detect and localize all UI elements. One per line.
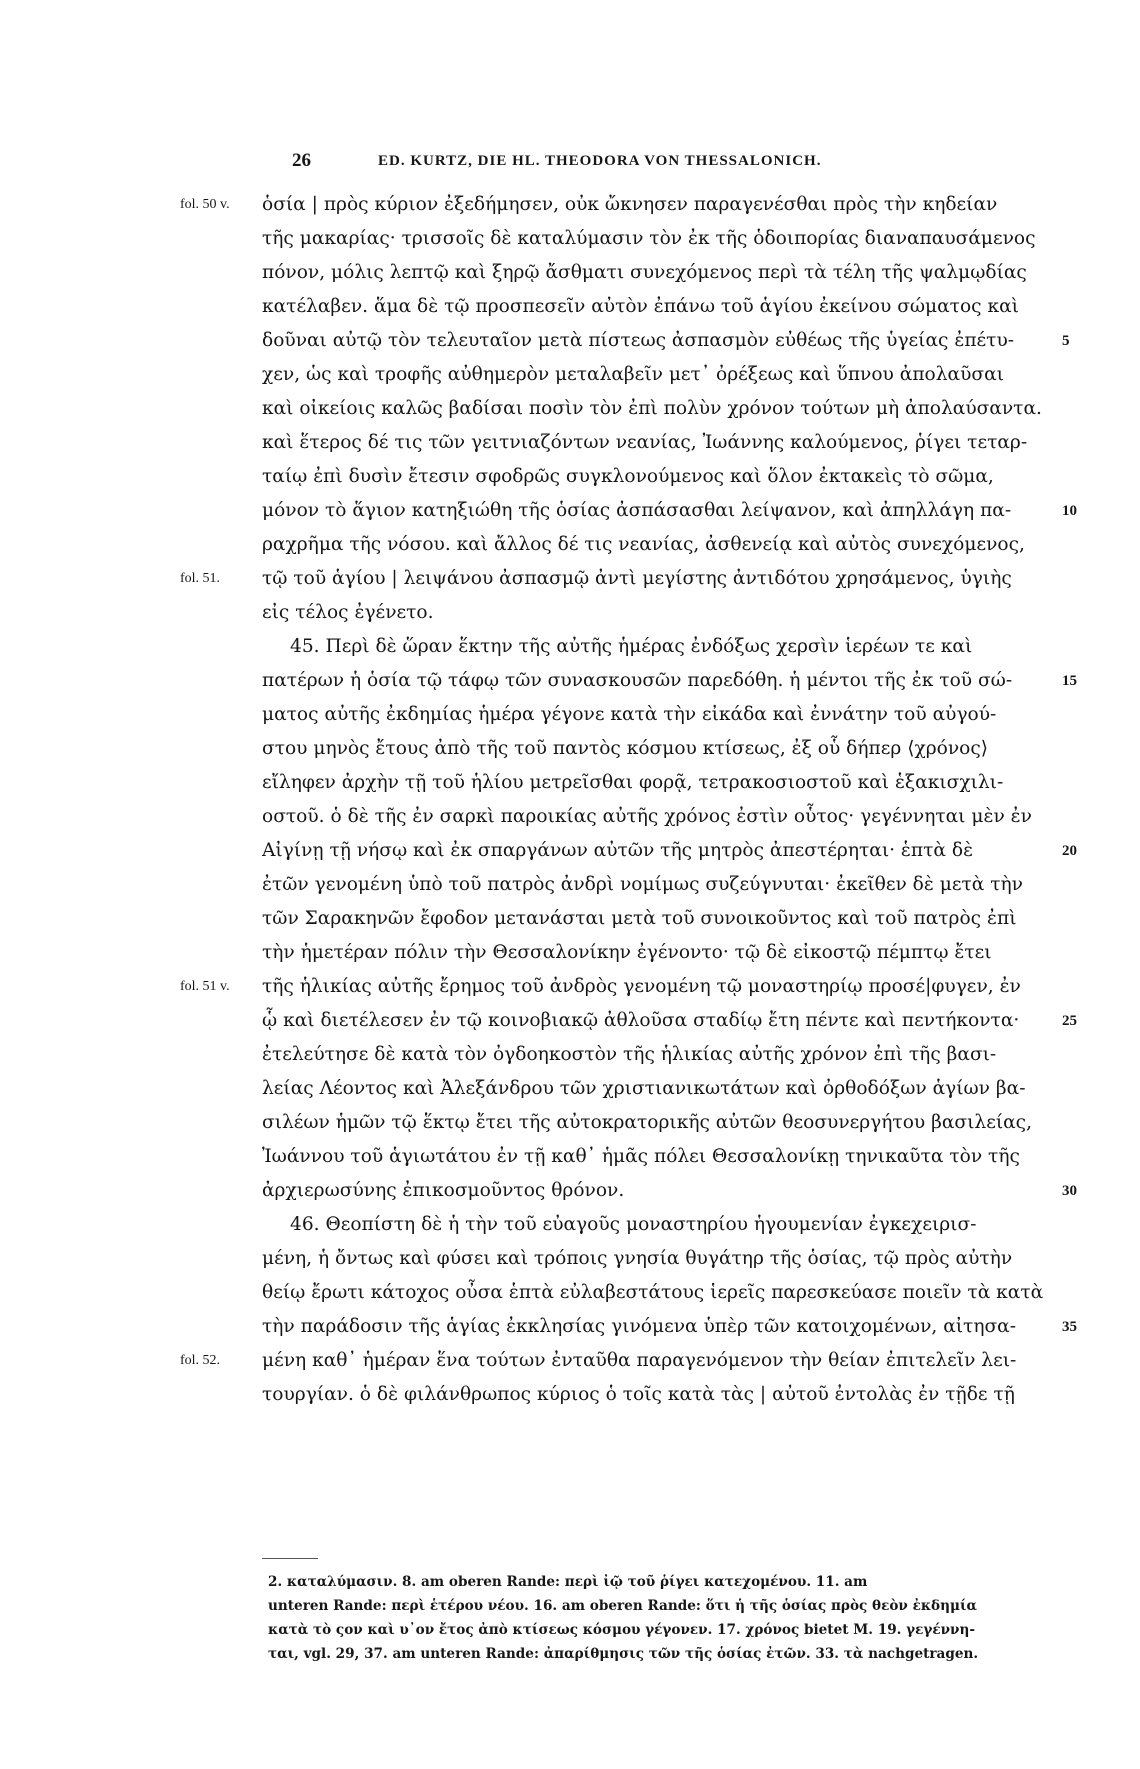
- text-line: κατέλαβεν. ἅμα δὲ τῷ προσπεσεῖν αὐτὸν ἐπάνω τοῦ ἁγίου ἐκείνου σώματος καὶ: [262, 296, 1019, 317]
- text-line: ἐτῶν γενομένη ὑπὸ τοῦ πατρὸς ἀνδρὶ νομίμως συζεύγνυται· ἐκεῖθεν δὲ μετὰ τὴν: [262, 874, 1023, 895]
- text-line: τῷ τοῦ ἁγίου | λειψάνου ἀσπασμῷ ἀντὶ μεγίστης ἀντιδότου χρησάμενος, ὑγιὴς: [262, 568, 1012, 589]
- text-line: τῆς ἡλικίας αὐτῆς ἔρημος τοῦ ἀνδρὸς γενομένη τῷ μοναστηρίῳ προσέ|φυγεν, ἐν: [262, 976, 1021, 997]
- text-line: πατέρων ἡ ὁσία τῷ τάφῳ τῶν συνασκουσῶν παρεδόθη. ἡ μέντοι τῆς ἐκ τοῦ σώ-: [262, 670, 1013, 691]
- footnote-line: κατὰ τὸ ςον καὶ υ᾽ον ἔτος ἀπὸ κτίσεως κόσμου γέγονεν. 17. χρόνος bietet M. 19. γεγέννη-: [268, 1622, 976, 1638]
- text-line: τὴν παράδοσιν τῆς ἁγίας ἐκκλησίας γινόμενα ὑπὲρ τῶν κατοιχομένων, αἰτησα-: [262, 1316, 1017, 1337]
- footnote-line: ται, vgl. 29, 37. am unteren Rande: ἀπαρίθμησις τῶν τῆς ὁσίας ἐτῶν. 33. τὰ nachgetragen.: [268, 1646, 979, 1662]
- line-number: 25: [1062, 1013, 1077, 1029]
- text-line: ραχρῆμα τῆς νόσου. καὶ ἄλλος δέ τις νεανίας, ἀσθενείᾳ καὶ αὐτὸς συνεχόμενος,: [262, 534, 1025, 555]
- text-line: ᾧ καὶ διετέλεσεν ἐν τῷ κοινοβιακῷ ἀθλοῦσα σταδίῳ ἔτη πέντε καὶ πεντήκοντα·: [262, 1010, 1020, 1031]
- text-line: Αἰγίνῃ τῇ νήσῳ καὶ ἐκ σπαργάνων αὐτῶν τῆς μητρὸς ἀπεστέρηται· ἑπτὰ δὲ: [262, 840, 974, 861]
- text-line: λείας Λέοντος καὶ Ἀλεξάνδρου τῶν χριστιανικωτάτων καὶ ὀρθοδόξων ἁγίων βα-: [262, 1078, 1026, 1099]
- text-line: τουργίαν. ὁ δὲ φιλάνθρωπος κύριος ὁ τοῖς κατὰ τὰς | αὐτοῦ ἐντολὰς ἐν τῇδε τῇ: [262, 1384, 1015, 1405]
- folio-marker: fol. 50 v.: [180, 197, 230, 212]
- text-line: οστοῦ. ὁ δὲ τῆς ἐν σαρκὶ παροικίας αὐτῆς χρόνος ἐστὶν οὗτος· γεγέννηται μὲν ἐν: [262, 806, 1032, 827]
- line-number: 10: [1062, 503, 1077, 519]
- folio-marker: fol. 51 v.: [180, 979, 230, 994]
- text-line: ματος αὐτῆς ἐκδημίας ἡμέρα γέγονε κατὰ τὴν εἰκάδα καὶ ἐννάτην τοῦ αὐγού-: [262, 704, 997, 725]
- folio-marker: fol. 51.: [180, 571, 221, 586]
- section-start-line: 45. Περὶ δὲ ὥραν ἕκτην τῆς αὐτῆς ἡμέρας ἐνδόξως χερσὶν ἱερέων τε καὶ: [290, 636, 973, 657]
- text-line: ταίῳ ἐπὶ δυσὶν ἔτεσιν σφοδρῶς συγκλονούμενος καὶ ὅλον ἐκτακεὶς τὸ σῶμα,: [262, 466, 994, 487]
- text-line: ἀρχιερωσύνης ἐπικοσμοῦντος θρόνον.: [262, 1180, 625, 1201]
- text-line: θείῳ ἔρωτι κάτοχος οὖσα ἑπτὰ εὐλαβεστάτους ἱερεῖς παρεσκεύασε ποιεῖν τὰ κατὰ: [262, 1282, 1044, 1303]
- text-line: εἰς τέλος ἐγένετο.: [262, 602, 434, 623]
- text-line: στου μηνὸς ἔτους ἀπὸ τῆς τοῦ παντὸς κόσμου κτίσεως, ἐξ οὗ δήπερ ⟨χρόνος⟩: [262, 738, 989, 759]
- text-line: καὶ οἰκείοις καλῶς βαδίσαι ποσὶν τὸν ἐπὶ πολὺν χρόνον τούτων μὴ ἀπολαύσαντα.: [262, 398, 1042, 419]
- footnote-line: unteren Rande: περὶ ἑτέρου νέου. 16. am oberen Rande: ὅτι ἡ τῆς ὁσίας πρὸς θεὸν ἐκδημία: [268, 1598, 977, 1614]
- line-number: 35: [1062, 1319, 1077, 1335]
- running-head: ED. KURTZ, DIE HL. THEODORA VON THESSALONICH.: [378, 153, 822, 169]
- text-line: χεν, ὡς καὶ τροφῆς αὐθημερὸν μεταλαβεῖν μετ᾽ ὀρέξεως καὶ ὕπνου ἀπολαῦσαι: [262, 364, 1004, 385]
- text-line: ἐτελεύτησε δὲ κατὰ τὸν ὀγδοηκοστὸν τῆς ἡλικίας αὐτῆς χρόνον ἐπὶ τῆς βασι-: [262, 1044, 997, 1065]
- page-header: [292, 150, 1052, 180]
- text-line: μένη, ἡ ὄντως καὶ φύσει καὶ τρόποις γνησία θυγάτηρ τῆς ὁσίας, τῷ πρὸς αὐτὴν: [262, 1248, 1013, 1269]
- line-number: 20: [1062, 843, 1077, 859]
- text-line: καὶ ἕτερος δέ τις τῶν γειτνιαζόντων νεανίας, Ἰωάννης καλούμενος, ῥίγει τεταρ-: [262, 432, 1028, 453]
- text-line: εἴληφεν ἀρχὴν τῇ τοῦ ἡλίου μετρεῖσθαι φορᾷ, τετρακοσιοστοῦ καὶ ἑξακισχιλι-: [262, 772, 1004, 793]
- text-line: τῶν Σαρακηνῶν ἔφοδον μετανάσται μετὰ τοῦ συνοικοῦντος καὶ τοῦ πατρὸς ἐπὶ: [262, 908, 1017, 929]
- line-number: 30: [1062, 1183, 1077, 1199]
- text-line: σιλέων ἡμῶν τῷ ἕκτῳ ἔτει τῆς αὐτοκρατορικῆς αὐτῶν θεοσυνεργήτου βασιλείας,: [262, 1112, 1033, 1133]
- text-line: μόνον τὸ ἅγιον κατηξιώθη τῆς ὁσίας ἀσπάσασθαι λείψανον, καὶ ἀπηλλάγη πα-: [262, 500, 1012, 521]
- text-line: τῆς μακαρίας· τρισσοῖς δὲ καταλύμασιν τὸν ἐκ τῆς ὁδοιπορίας διαναπαυσάμενος: [262, 228, 1036, 249]
- page-number: 26: [292, 150, 311, 171]
- section-start-line: 46. Θεοπίστη δὲ ἡ τὴν τοῦ εὐαγοῦς μοναστηρίου ἡγουμενίαν ἐγκεχειρισ-: [290, 1214, 977, 1235]
- folio-marker: fol. 52.: [180, 1353, 221, 1368]
- text-line: Ἰωάννου τοῦ ἁγιωτάτου ἐν τῇ καθ᾽ ἡμᾶς πόλει Θεσσαλονίκῃ τηνικαῦτα τὸν τῆς: [262, 1146, 1020, 1167]
- text-line: δοῦναι αὐτῷ τὸν τελευταῖον μετὰ πίστεως ἀσπασμὸν εὐθέως τῆς ὑγείας ἐπέτυ-: [262, 330, 1015, 351]
- text-line: τὴν ἡμετέραν πόλιν τὴν Θεσσαλονίκην ἐγένοντο· τῷ δὲ εἰκοστῷ πέμπτῳ ἔτει: [262, 942, 992, 963]
- line-number: 15: [1062, 673, 1077, 689]
- footnote-line: 2. καταλύμασιν. 8. am oberen Rande: περὶ ἰῷ τοῦ ῥίγει κατεχομένου. 11. am: [268, 1574, 868, 1590]
- text-line: ὁσία | πρὸς κύριον ἐξεδήμησεν, οὐκ ὤκνησεν παραγενέσθαι πρὸς τὴν κηδείαν: [262, 194, 998, 215]
- text-line: μένη καθ᾽ ἡμέραν ἕνα τούτων ἐνταῦθα παραγενόμενον τὴν θείαν ἐπιτελεῖν λει-: [262, 1350, 1017, 1371]
- text-line: πόνον, μόλις λεπτῷ καὶ ξηρῷ ἄσθματι συνεχόμενος περὶ τὰ τέλη τῆς ψαλμῳδίας: [262, 262, 1027, 283]
- line-number: 5: [1062, 333, 1070, 349]
- footnote-divider: [262, 1558, 318, 1559]
